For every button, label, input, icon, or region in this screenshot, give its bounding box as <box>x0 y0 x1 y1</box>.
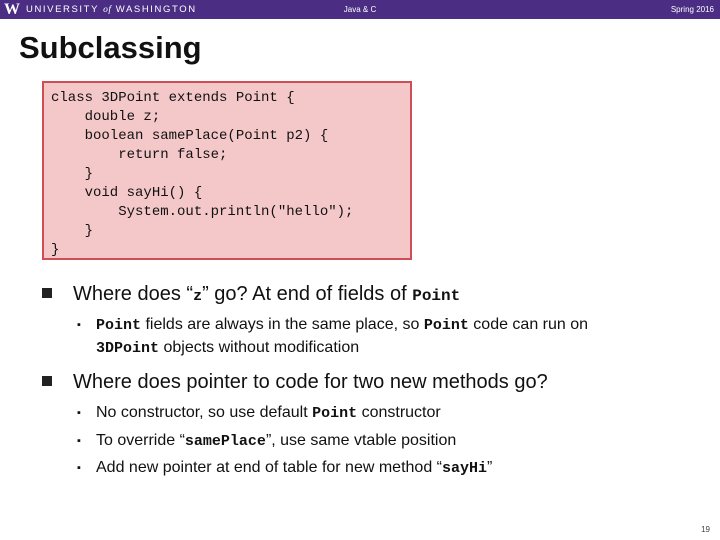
bullet-text: Where does “z” go? At end of fields of Point <box>73 283 461 305</box>
bullet-square-icon <box>42 288 52 298</box>
code-line: } <box>51 166 94 182</box>
uw-w-logo-icon: W <box>4 1 20 18</box>
sub-bullet-line: Add new pointer at end of table for new method “sayHi” <box>96 459 493 477</box>
sub-bullet-override <box>77 430 456 453</box>
sub-bullet-fields-same-place <box>77 314 588 360</box>
code-block <box>51 89 353 260</box>
code-box <box>42 81 412 260</box>
code-line: boolean samePlace(Point p2) { <box>51 128 329 144</box>
university-name: UNIVERSITY of WASHINGTON <box>26 4 197 15</box>
course-name: Java & C <box>343 5 377 14</box>
bullet-methods <box>42 371 548 394</box>
uw-logo <box>4 1 197 18</box>
sub-bullet-square-icon: ▪ <box>77 319 81 331</box>
sub-bullet-square-icon: ▪ <box>77 435 81 447</box>
code-line: } <box>51 242 60 258</box>
sub-bullet-line: To override “samePlace”, use same vtable position <box>96 432 457 450</box>
sub-bullet-constructor <box>77 402 441 425</box>
code-line: } <box>51 223 94 239</box>
sub-bullet-line: 3DPoint objects without modification <box>96 339 360 357</box>
term-label: Spring 2016 <box>670 5 714 14</box>
code-line: void sayHi() { <box>51 185 203 201</box>
code-line: System.out.println("hello"); <box>51 204 354 220</box>
code-line: return false; <box>51 147 228 163</box>
sub-bullet-square-icon: ▪ <box>77 407 81 419</box>
bullet-fields <box>42 283 460 306</box>
bullet-text: Where does pointer to code for two new methods go? <box>73 371 548 393</box>
code-line: class 3DPoint extends Point { <box>51 90 295 106</box>
bullet-square-icon <box>42 376 52 386</box>
sub-bullet-line: Point fields are always in the same place, so Point code can run on <box>96 316 589 334</box>
header-bar <box>0 0 720 19</box>
sub-bullet-new-pointer <box>77 457 492 480</box>
slide-title: Subclassing <box>19 30 202 65</box>
page-number: 19 <box>701 525 710 534</box>
sub-bullet-line: No constructor, so use default Point constructor <box>96 404 441 422</box>
code-line: double z; <box>51 109 161 125</box>
sub-bullet-square-icon: ▪ <box>77 462 81 474</box>
